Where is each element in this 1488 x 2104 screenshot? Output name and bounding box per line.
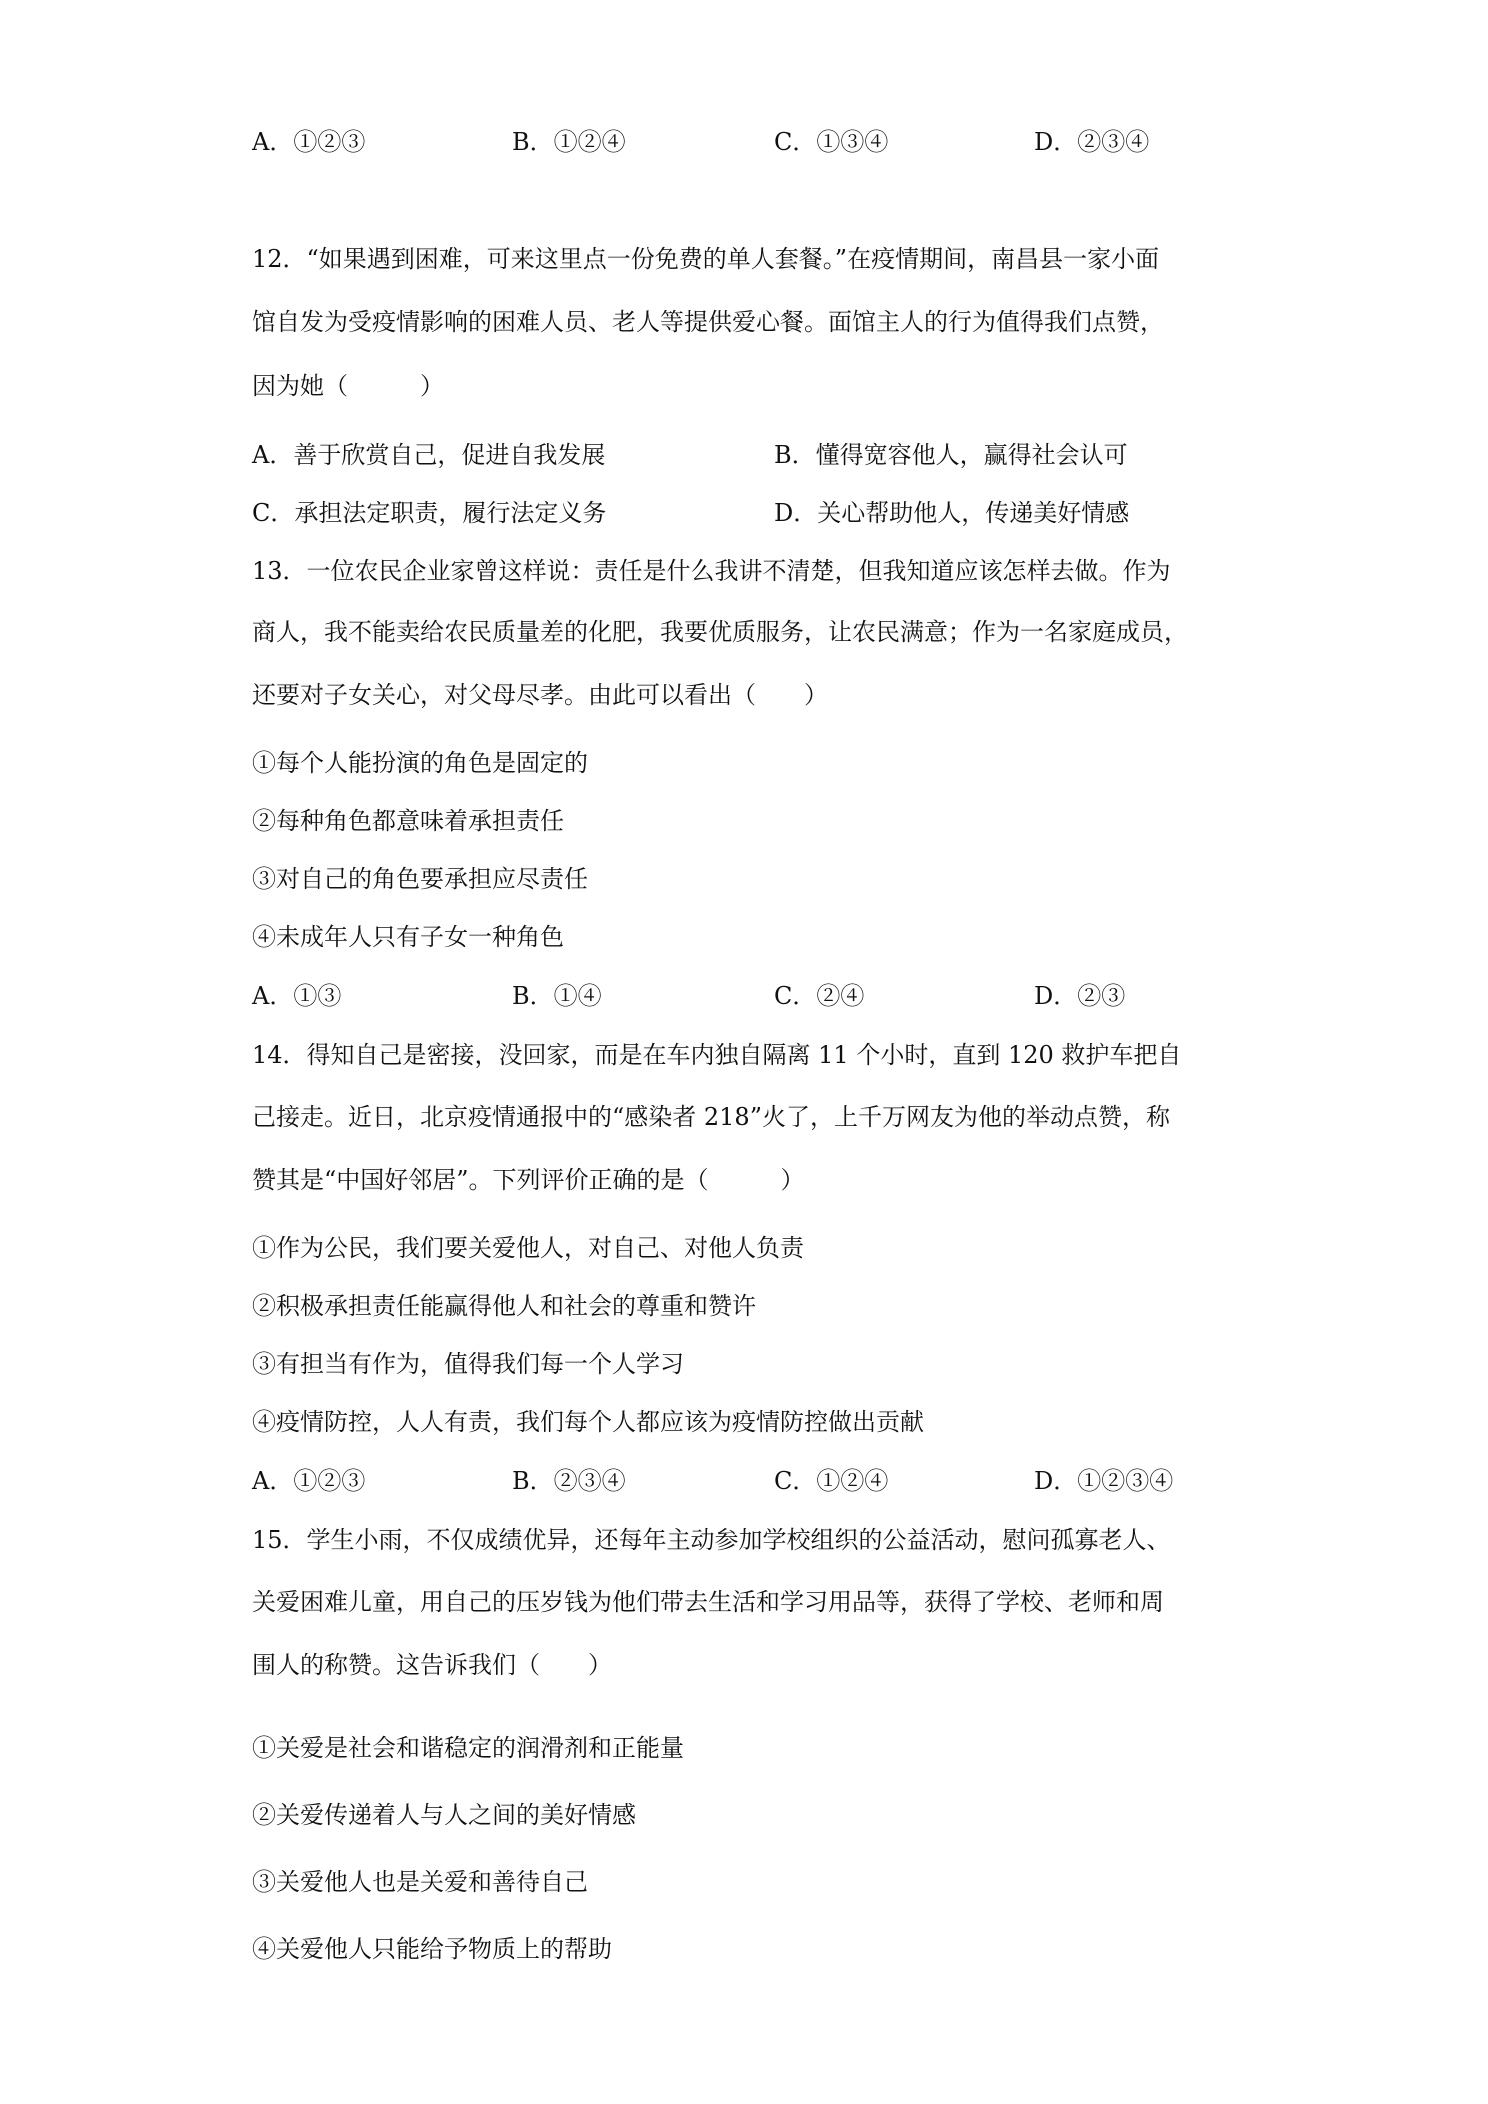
q15-statement-4: ④关爱他人只能给予物质上的帮助 (252, 1935, 612, 1963)
q12-stem-line-2: 馆自发为受疫情影响的困难人员、老人等提供爱心餐。面馆主人的行为值得我们点赞， (252, 308, 1164, 336)
q14-stem-line-3: 赞其是“中国好邻居”。下列评价正确的是（ ） (252, 1166, 805, 1194)
q14-option-c: C．①②④ (774, 1467, 889, 1495)
q14-stem-line-2: 己接走。近日，北京疫情通报中的“感染者 218”火了，上千万网友为他的举动点赞，称 (252, 1103, 1170, 1131)
q12-option-c: C．承担法定职责，履行法定义务 (252, 499, 607, 527)
q13-option-d: D．②③ (1034, 982, 1126, 1010)
q12-option-a: A．善于欣赏自己，促进自我发展 (252, 441, 606, 469)
q13-statement-1: ①每个人能扮演的角色是固定的 (252, 749, 588, 777)
q13-option-c: C．②④ (774, 982, 865, 1010)
q14-statement-1: ①作为公民，我们要关爱他人，对自己、对他人负责 (252, 1234, 804, 1262)
q13-statement-4: ④未成年人只有子女一种角色 (252, 923, 564, 951)
q15-stem-line-2: 关爱困难儿童，用自己的压岁钱为他们带去生活和学习用品等，获得了学校、老师和周 (252, 1588, 1164, 1616)
q13-stem-line-3: 还要对子女关心，对父母尽孝。由此可以看出（ ） (252, 681, 828, 709)
q12-stem-line-1: 12．“如果遇到困难，可来这里点一份免费的单人套餐。”在疫情期间，南昌县一家小面 (252, 245, 1160, 273)
q15-statement-1: ①关爱是社会和谐稳定的润滑剂和正能量 (252, 1734, 684, 1762)
q11-option-b: B．①②④ (512, 128, 626, 156)
q13-option-a: A．①③ (252, 982, 342, 1010)
q12-stem-line-3: 因为她（ ） (252, 372, 444, 400)
q15-stem-line-1: 15．学生小雨，不仅成绩优异，还每年主动参加学校组织的公益活动，慰问孤寡老人、 (252, 1526, 1171, 1554)
q11-option-a: A．①②③ (252, 128, 366, 156)
q13-stem-line-1: 13．一位农民企业家曾这样说：责任是什么我讲不清楚，但我知道应该怎样去做。作为 (252, 557, 1171, 585)
q14-stem-line-1: 14．得知自己是密接，没回家，而是在车内独自隔离 11 个小时，直到 120 救护车把自 (252, 1041, 1182, 1069)
q12-option-d: D．关心帮助他人，传递美好情感 (774, 499, 1130, 527)
q15-stem-line-3: 围人的称赞。这告诉我们（ ） (252, 1651, 612, 1679)
q11-option-c: C．①③④ (774, 128, 889, 156)
q12-option-b: B．懂得宽容他人，赢得社会认可 (774, 441, 1128, 469)
q13-statement-3: ③对自己的角色要承担应尽责任 (252, 865, 588, 893)
q14-statement-4: ④疫情防控，人人有责，我们每个人都应该为疫情防控做出贡献 (252, 1408, 924, 1436)
q13-stem-line-2: 商人，我不能卖给农民质量差的化肥，我要优质服务，让农民满意；作为一名家庭成员， (252, 618, 1188, 646)
q11-option-d: D．②③④ (1034, 128, 1150, 156)
q15-statement-2: ②关爱传递着人与人之间的美好情感 (252, 1801, 636, 1829)
q14-statement-2: ②积极承担责任能赢得他人和社会的尊重和赞许 (252, 1292, 756, 1320)
q14-option-a: A．①②③ (252, 1467, 366, 1495)
q13-option-b: B．①④ (512, 982, 602, 1010)
q14-statement-3: ③有担当有作为，值得我们每一个人学习 (252, 1350, 684, 1378)
q14-option-d: D．①②③④ (1034, 1467, 1174, 1495)
q15-statement-3: ③关爱他人也是关爱和善待自己 (252, 1868, 588, 1896)
q14-option-b: B．②③④ (512, 1467, 626, 1495)
q13-statement-2: ②每种角色都意味着承担责任 (252, 807, 564, 835)
